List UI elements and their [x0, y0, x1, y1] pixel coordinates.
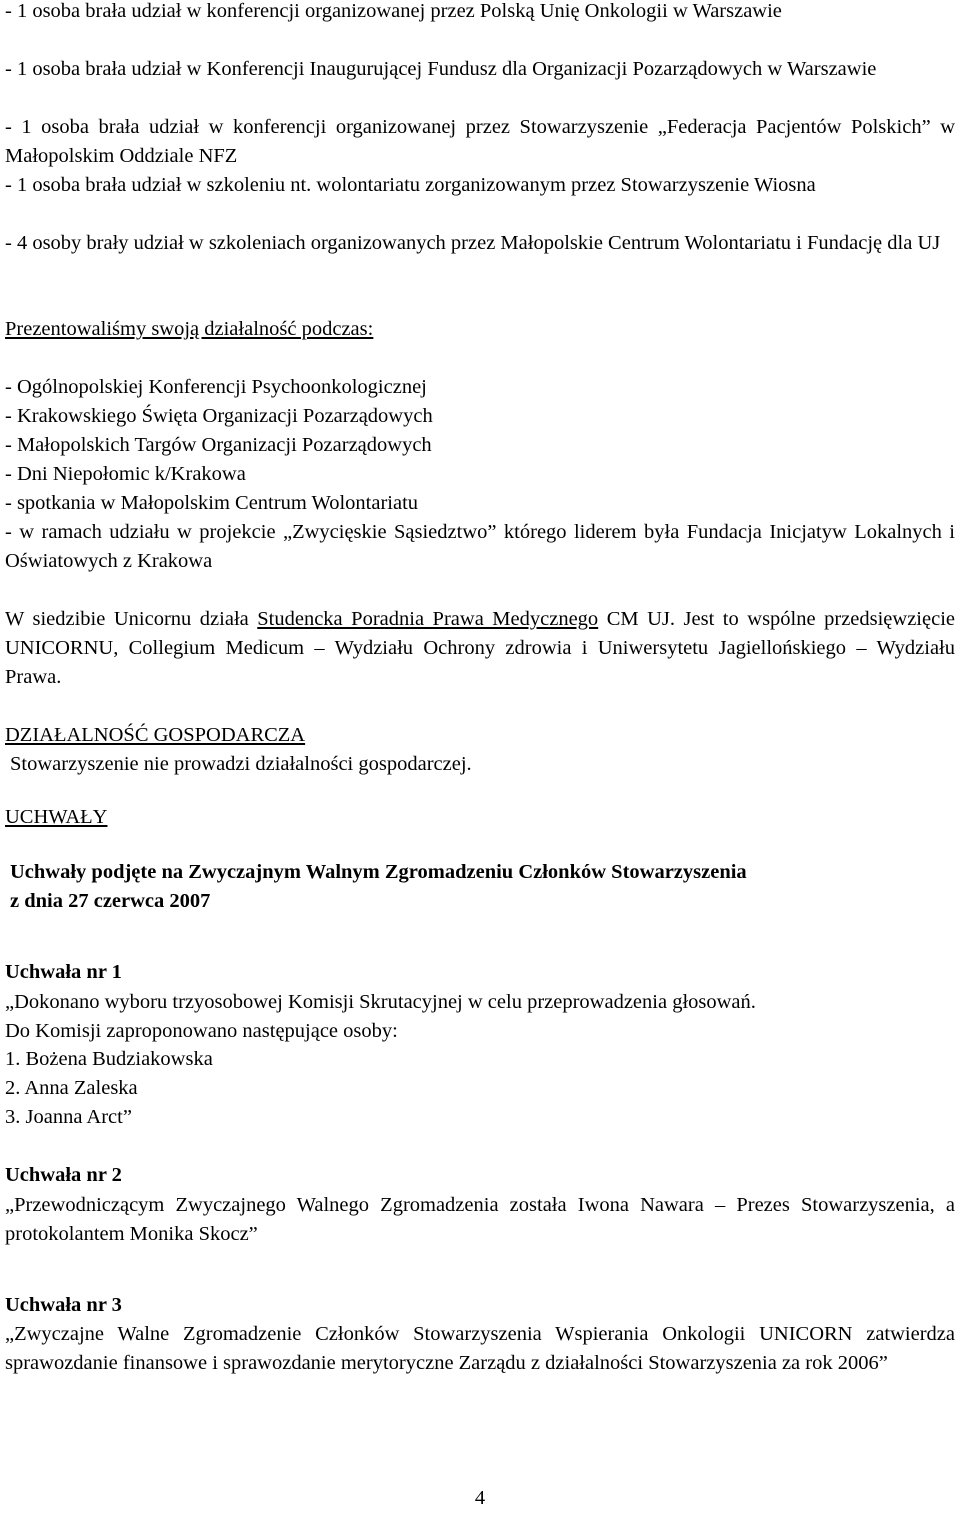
meeting-title: Uchwały podjęte na Zwyczajnym Walnym Zgromadzeniu Członków Stowarzyszenia: [10, 861, 747, 883]
resolution-text: „Przewodniczącym Zwyczajnego Walnego Zgromadzenia została Iwona Nawara – Prezes Stowarzyszenia, a protokolantem Monika Skocz”: [5, 1194, 955, 1245]
resolution-title: Uchwała nr 1: [5, 961, 122, 983]
legal-clinic-paragraph: [5, 605, 955, 692]
legal-clinic-name: Studencka Poradnia Prawa Medycznego: [257, 608, 599, 630]
resolution-title: Uchwała nr 2: [5, 1164, 122, 1186]
resolution-line: 3. Joanna Arct”: [5, 1106, 132, 1128]
list-item: - 1 osoba brała udział w konferencji organizowanej przez Polską Unię Onkologii w Warszawie: [5, 0, 782, 22]
resolution-line: 1. Bożena Budziakowska: [5, 1048, 213, 1070]
meeting-date: z dnia 27 czerwca 2007: [10, 890, 211, 912]
section-heading-presented: Prezentowaliśmy swoją działalność podczas:: [5, 318, 374, 340]
list-item: - Dni Niepołomic k/Krakowa: [5, 463, 246, 485]
resolution-title: Uchwała nr 3: [5, 1294, 122, 1316]
resolution-line: Do Komisji zaproponowano następujące osoby:: [5, 1020, 398, 1042]
business-text: Stowarzyszenie nie prowadzi działalności gospodarczej.: [10, 753, 472, 775]
resolution-text: „Zwyczajne Walne Zgromadzenie Członków Stowarzyszenia Wspierania Onkologii UNICORN zatwierdza sprawozdanie finansowe i sprawozdanie merytoryczne Zarządu z działalności Stowarzyszenia za rok 2006”: [5, 1323, 955, 1374]
section-heading-resolutions: UCHWAŁY: [5, 806, 108, 828]
list-item: - Krakowskiego Święta Organizacji Pozarządowych: [5, 405, 433, 427]
section-heading-business: DZIAŁALNOŚĆ GOSPODARCZA: [5, 724, 306, 746]
list-item: - 4 osoby brały udział w szkoleniach organizowanych przez Małopolskie Centrum Wolontariatu i Fundację dla UJ: [5, 232, 941, 254]
list-item: - 1 osoba brała udział w szkoleniu nt. wolontariatu zorganizowanym przez Stowarzyszenie Wiosna: [5, 174, 816, 196]
list-item: - spotkania w Małopolskim Centrum Wolontariatu: [5, 492, 419, 514]
list-item: - Małopolskich Targów Organizacji Pozarządowych: [5, 434, 432, 456]
resolution-line: 2. Anna Zaleska: [5, 1077, 138, 1099]
resolution-line: „Dokonano wyboru trzyosobowej Komisji Skrutacyjnej w celu przeprowadzenia głosowań.: [5, 991, 756, 1013]
list-item: - 1 osoba brała udział w Konferencji Inaugurującej Fundusz dla Organizacji Pozarządowych w Warszawie: [5, 58, 877, 80]
list-item: - 1 osoba brała udział w konferencji organizowanej przez Stowarzyszenie „Federacja Pacjentów Polskich” w Małopolskim Oddziale NFZ: [5, 116, 955, 167]
page-number: 4: [474, 1487, 486, 1509]
list-item: - Ogólnopolskiej Konferencji Psychoonkologicznej: [5, 376, 427, 398]
list-item: - w ramach udziału w projekcie „Zwycięskie Sąsiedztwo” którego liderem była Fundacja Inicjatyw Lokalnych i Oświatowych z Krakowa: [5, 521, 955, 572]
legal-clinic-text-after: CM UJ. Jest to wspólne przedsięwzięcie UNICORNU, Collegium Medicum – Wydziału Ochrony zdrowia i Uniwersytetu Jagiellońskiego – Wydziału Prawa.: [5, 608, 955, 688]
legal-clinic-text-before: W siedzibie Unicornu działa: [5, 608, 258, 630]
